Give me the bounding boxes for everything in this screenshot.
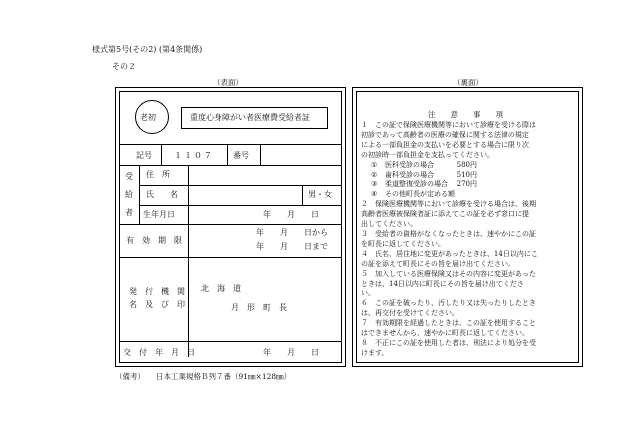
note-line: ２ 保険医療機関等において診療を受ける場合は、後期 bbox=[361, 200, 536, 209]
stamp-label: 老初 bbox=[140, 113, 156, 122]
birth-label: 生年月日 bbox=[143, 210, 175, 219]
note-line: の証を添えて町長にその旨を届け出てください。 bbox=[361, 259, 515, 268]
fee-amount: 270円 bbox=[456, 180, 477, 189]
name-label: 氏 名 bbox=[146, 190, 178, 199]
issuer-label-line2: 名 及 び 印 bbox=[129, 300, 185, 309]
address-label: 住 所 bbox=[146, 170, 170, 179]
form-number-label: 様式第5号(その2) (第4条関係) bbox=[92, 45, 203, 54]
note-line: ４ 氏名、居住地に変更があったときは、14日以内にこ bbox=[361, 249, 538, 258]
note-line: けます。 bbox=[361, 348, 389, 357]
grid-line bbox=[227, 144, 228, 165]
validity-label: 有 効 期 限 bbox=[126, 236, 182, 245]
issuer-town: 月 形 町 長 bbox=[231, 303, 287, 312]
note-line: 出してください。 bbox=[361, 220, 417, 229]
kigo-value: １１０７ bbox=[174, 151, 214, 160]
back-caption: （裏面） bbox=[453, 78, 483, 87]
note-line: ５ 加入している医療保険又はその内容に変更があった bbox=[361, 269, 536, 278]
grid-line bbox=[139, 165, 140, 224]
note-line: 初診であって高齢者の医療の確保に関する法律の規定 bbox=[361, 130, 529, 139]
fee-label: その他町長が定める額 bbox=[385, 190, 455, 199]
note-line: の初診時一部負担金を支払ってください。 bbox=[361, 150, 494, 159]
note-line: による一部負担金の支払いを必要とする場合に限り次 bbox=[361, 140, 529, 149]
note-line: ６ この証を破ったり、汚したり又は失ったりしたとき bbox=[361, 299, 536, 308]
note-line: １ この証で保険医療機関等において診療を受ける際は bbox=[361, 121, 536, 129]
gender-field: 男・女 bbox=[308, 190, 332, 199]
note-line: 高齢者医療被保険者証に添えてこの証を必ず窓口に提 bbox=[361, 210, 529, 219]
note-line: ７ 有効期限を経過したときは、この証を使用すること bbox=[361, 319, 536, 328]
note-line: を町長に返してください。 bbox=[361, 239, 445, 248]
grid-line bbox=[119, 165, 342, 166]
grid-line bbox=[139, 205, 342, 206]
grid-line bbox=[139, 185, 342, 186]
kigo-label: 記号 bbox=[136, 151, 152, 160]
issuer-label-line1: 発 行 機 関 bbox=[129, 287, 185, 296]
grid-line bbox=[119, 341, 342, 342]
fee-row bbox=[361, 161, 577, 171]
fee-label: 医科受診の場合 bbox=[385, 160, 434, 169]
notes-body bbox=[361, 121, 577, 359]
issue-date-label: 交 付 年 月 日 bbox=[123, 348, 195, 357]
grid-line bbox=[161, 144, 162, 165]
note-line: はできませんから、速やかに町長に返してください。 bbox=[361, 329, 529, 338]
fee-label: 歯科受診の場合 bbox=[385, 170, 434, 179]
fee-number: ③ bbox=[371, 180, 378, 189]
validity-from: 年 月 日から bbox=[256, 228, 328, 237]
fee-row bbox=[361, 171, 577, 181]
front-caption: （表面） bbox=[213, 78, 243, 87]
note-label: （備考） bbox=[115, 372, 145, 381]
birth-date: 年 月 日 bbox=[263, 210, 319, 219]
form-sub-label: その２ bbox=[112, 62, 136, 71]
recipient-char-1: 受 bbox=[125, 172, 133, 181]
card-title: 重度心身障がい者医療費受給者証 bbox=[190, 113, 310, 122]
recipient-char-3: 者 bbox=[125, 208, 133, 217]
fee-row bbox=[361, 180, 577, 190]
recipient-char-2: 給 bbox=[125, 190, 133, 199]
grid-line bbox=[119, 144, 342, 145]
note-line: ときは、14日以内に町長にその旨を届け出てくださ bbox=[361, 279, 524, 288]
note-line: ３ 受給者の資格がなくなったときは、速やかにこの証 bbox=[361, 229, 536, 238]
note-line: ８ 不正にこの証を使用した者は、刑法により処分を受 bbox=[361, 338, 536, 347]
issue-date: 年 月 日 bbox=[263, 348, 319, 357]
note-text: 日本工業規格Ｂ列７番（91㎜×128㎜） bbox=[156, 372, 292, 381]
fee-amount: 580円 bbox=[456, 160, 477, 169]
fee-number: ② bbox=[371, 170, 378, 179]
notes-title: 注 意 事 項 bbox=[428, 110, 503, 119]
fee-number: ① bbox=[371, 160, 378, 169]
note-line: い。 bbox=[361, 289, 375, 298]
fee-label: 柔道整復受診の場合 bbox=[385, 180, 448, 189]
note-line: は、再交付を受けてください。 bbox=[361, 309, 459, 318]
grid-line bbox=[302, 185, 303, 205]
issuer-prefecture: 北 海 道 bbox=[201, 284, 241, 293]
validity-to: 年 月 日まで bbox=[256, 242, 328, 251]
fee-amount: 510円 bbox=[456, 170, 477, 179]
fee-row bbox=[361, 190, 577, 200]
bango-label: 番号 bbox=[233, 151, 249, 160]
grid-line bbox=[188, 165, 189, 357]
fee-number: ④ bbox=[371, 190, 378, 199]
grid-line bbox=[119, 257, 342, 258]
grid-line bbox=[119, 224, 342, 225]
grid-line bbox=[260, 144, 261, 165]
